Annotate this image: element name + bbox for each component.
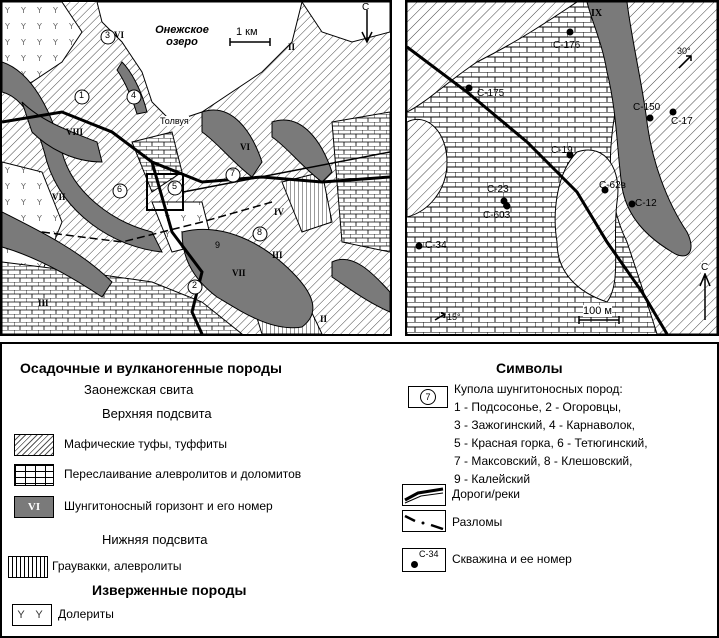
horizon-label: II: [320, 314, 328, 324]
horizon-label: VIII: [66, 127, 84, 137]
dome-number: 4: [131, 90, 137, 100]
swatch-greywacke: [8, 556, 48, 578]
legend-item-dolerite: Долериты: [58, 607, 114, 621]
dome-list-line: 7 - Максовский, 8 - Клешовский,: [454, 454, 633, 468]
dome-number: 9: [215, 240, 221, 250]
legend-item-shungite: Шунгитоносный горизонт и его номер: [64, 499, 273, 513]
dip-angle: 15°: [447, 312, 461, 322]
dome-list-line: 9 - Калейский: [454, 472, 531, 486]
legend: [0, 342, 719, 638]
well-label: С-19: [551, 145, 573, 156]
legend-lower-subsuite: Нижняя подсвита: [102, 532, 208, 547]
legend-heading-symbols: Символы: [496, 360, 563, 376]
legend-item-greywacke: Граувакки, алевролиты: [52, 559, 182, 573]
north-label: С: [362, 2, 370, 13]
scale-label: 1 км: [236, 26, 258, 38]
dome-number: 7: [230, 168, 236, 178]
scale-label: 100 м: [583, 305, 612, 317]
well-label: С-150: [633, 102, 661, 113]
detail-map: [405, 0, 719, 336]
dome-number: 3: [105, 30, 111, 40]
road-symbol: [402, 484, 446, 506]
dome-number: 8: [257, 227, 263, 237]
well-label: С-175: [477, 88, 505, 99]
legend-well: Скважина и ее номер: [452, 552, 572, 566]
fault-symbol: [402, 510, 446, 532]
detail-map-svg: [407, 2, 717, 334]
dome-number: 6: [117, 184, 123, 194]
dome-number: 1: [79, 90, 85, 100]
swatch-dolerite: Y Y: [12, 604, 52, 626]
swatch-siltstone-dolomite: [14, 464, 54, 486]
horizon-label: VI: [240, 142, 251, 152]
lake-label: Онежское озеро: [155, 24, 209, 48]
overview-map: [0, 0, 392, 336]
dome-list-line: 1 - Подсосонье, 2 - Огоровцы,: [454, 400, 622, 414]
dome-symbol: 7: [420, 389, 436, 405]
well-label: С-603: [483, 210, 511, 221]
horizon-label: VI: [114, 30, 125, 40]
legend-suite: Заонежская свита: [84, 382, 194, 397]
well-label: С-17: [671, 116, 693, 127]
dip-angle: 30°: [677, 46, 691, 56]
fault-symbol-svg: [403, 511, 444, 530]
legend-roads: Дороги/реки: [452, 487, 520, 501]
legend-item-siltstone-dolomite: Переслаивание алевролитов и доломитов: [64, 467, 302, 481]
legend-heading-sedimentary: Осадочные и вулканогенные породы: [20, 360, 282, 376]
well-label: С-176: [553, 40, 581, 51]
swatch-tuff: [14, 434, 54, 456]
dome-number: 5: [172, 181, 178, 191]
horizon-label: II: [288, 42, 296, 52]
legend-heading-igneous: Изверженные породы: [92, 582, 247, 598]
legend-faults: Разломы: [452, 515, 503, 529]
legend-item-tuff: Мафические туфы, туффиты: [64, 437, 227, 451]
horizon-label: VII: [52, 192, 66, 202]
dome-number: 2: [192, 280, 198, 290]
road-symbol-svg: [403, 485, 444, 504]
well-label: С-12: [635, 198, 657, 209]
place-label: Толвуя: [160, 116, 189, 126]
dome-list-line: 3 - Зажогинский, 4 - Карнаволок,: [454, 418, 636, 432]
swatch-shungite: VI: [14, 496, 54, 518]
well-symbol-label: С-34: [419, 549, 439, 559]
horizon-label: IX: [591, 8, 603, 19]
well-label: С-34: [425, 240, 447, 251]
well-label: С-62в: [599, 180, 626, 191]
legend-upper-subsuite: Верхняя подсвита: [102, 406, 212, 421]
dome-list-line: 5 - Красная горка, 6 - Тетюгинский,: [454, 436, 648, 450]
north-label: С: [701, 262, 709, 273]
horizon-label: VII: [232, 268, 246, 278]
horizon-label: III: [272, 250, 283, 260]
well-symbol-box: [402, 548, 446, 572]
horizon-label: III: [38, 298, 49, 308]
well-label: С-23: [487, 184, 509, 195]
dome-list-title: Купола шунгитоносных пород:: [454, 382, 623, 396]
dome-symbol-box: [408, 386, 448, 408]
well-symbol-dot: [411, 561, 418, 568]
horizon-label: IV: [274, 207, 285, 217]
